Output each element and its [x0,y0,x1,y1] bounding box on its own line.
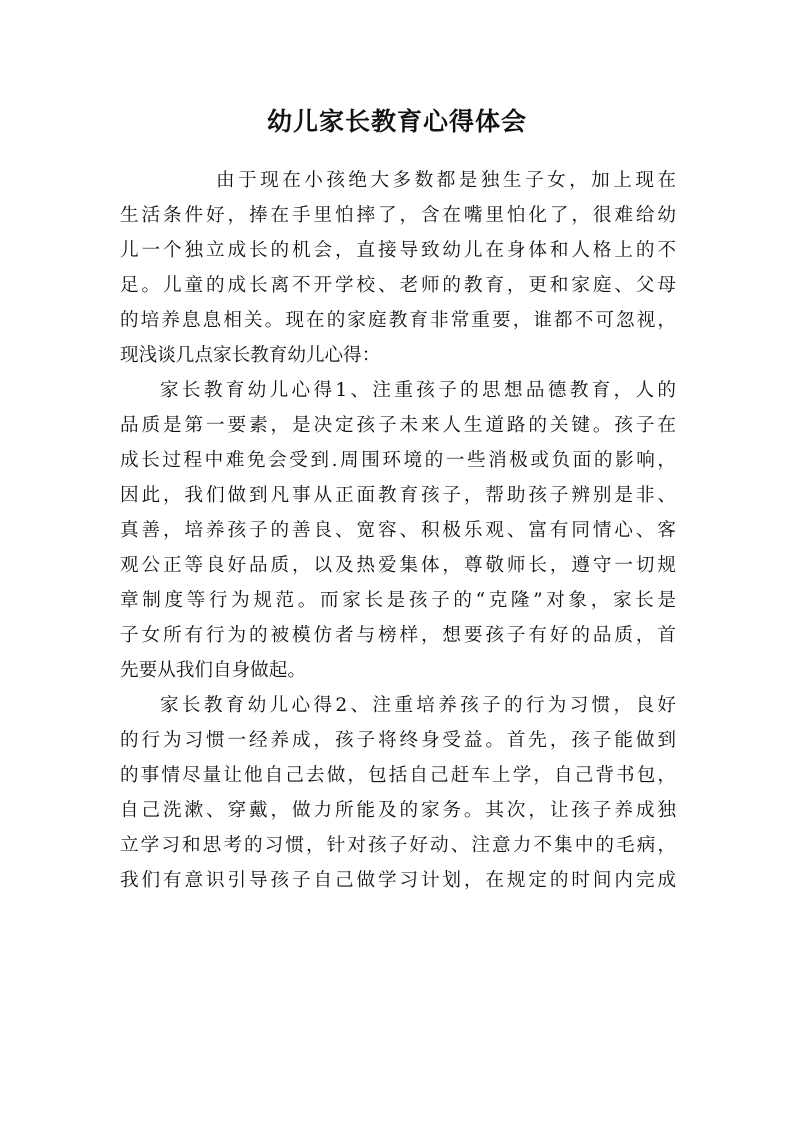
paragraph-line: 的事情尽量让他自己去做，包括自己赶车上学，自己背书包， [120,765,676,786]
paragraph-line: 品质是第一要素，是决定孩子未来人生道路的关键。孩子在 [120,415,676,436]
paragraph-line: 先要从我们自身做起。 [120,660,306,681]
paragraph-line: 真善，培养孩子的善良、宽容、积极乐观、富有同情心、客 [120,520,676,541]
paragraph-line: 足。儿童的成长离不开学校、老师的教育，更和家庭、父母 [120,275,676,296]
paragraph-2 [120,373,676,688]
paragraph-line: 家长教育幼儿心得1、注重孩子的思想品德教育，人的 [160,380,676,401]
document-body [120,163,676,898]
paragraph-line: 我们有意识引导孩子自己做学习计划，在规定的时间内完成 [120,870,676,891]
paragraph-line: 成长过程中难免会受到.周围环境的一些消极或负面的影响， [120,450,676,471]
paragraph-line: 的培养息息相关。现在的家庭教育非常重要，谁都不可忽视， [120,310,676,331]
document-title: 幼儿家长教育心得体会 [266,107,527,136]
paragraph-line: 章制度等行为规范。而家长是孩子的“克隆”对象，家长是 [120,590,676,611]
paragraph-line: 子女所有行为的被模仿者与榜样，想要孩子有好的品质，首 [120,625,676,646]
paragraph-line: 自己洗漱、穿戴，做力所能及的家务。其次，让孩子养成独 [120,800,676,821]
paragraph-line: 现浅谈几点家长教育幼儿心得： [120,345,381,366]
paragraph-line: 立学习和思考的习惯，针对孩子好动、注意力不集中的毛病， [120,835,676,856]
paragraph-line: 因此，我们做到凡事从正面教育孩子，帮助孩子辨别是非、 [120,485,676,506]
paragraph-line: 由于现在小孩绝大多数都是独生子女，加上现在 [216,170,676,191]
paragraph-line: 生活条件好，捧在手里怕摔了，含在嘴里怕化了，很难给幼 [120,205,676,226]
paragraph-line: 家长教育幼儿心得2、注重培养孩子的行为习惯，良好 [160,695,676,716]
paragraph-1 [120,163,676,373]
paragraph-line: 观公正等良好品质，以及热爱集体，尊敬师长，遵守一切规 [120,555,676,576]
paragraph-3 [120,688,676,898]
paragraph-line: 儿一个独立成长的机会，直接导致幼儿在身体和人格上的不 [120,240,676,261]
paragraph-line: 的行为习惯一经养成，孩子将终身受益。首先，孩子能做到 [120,730,676,751]
